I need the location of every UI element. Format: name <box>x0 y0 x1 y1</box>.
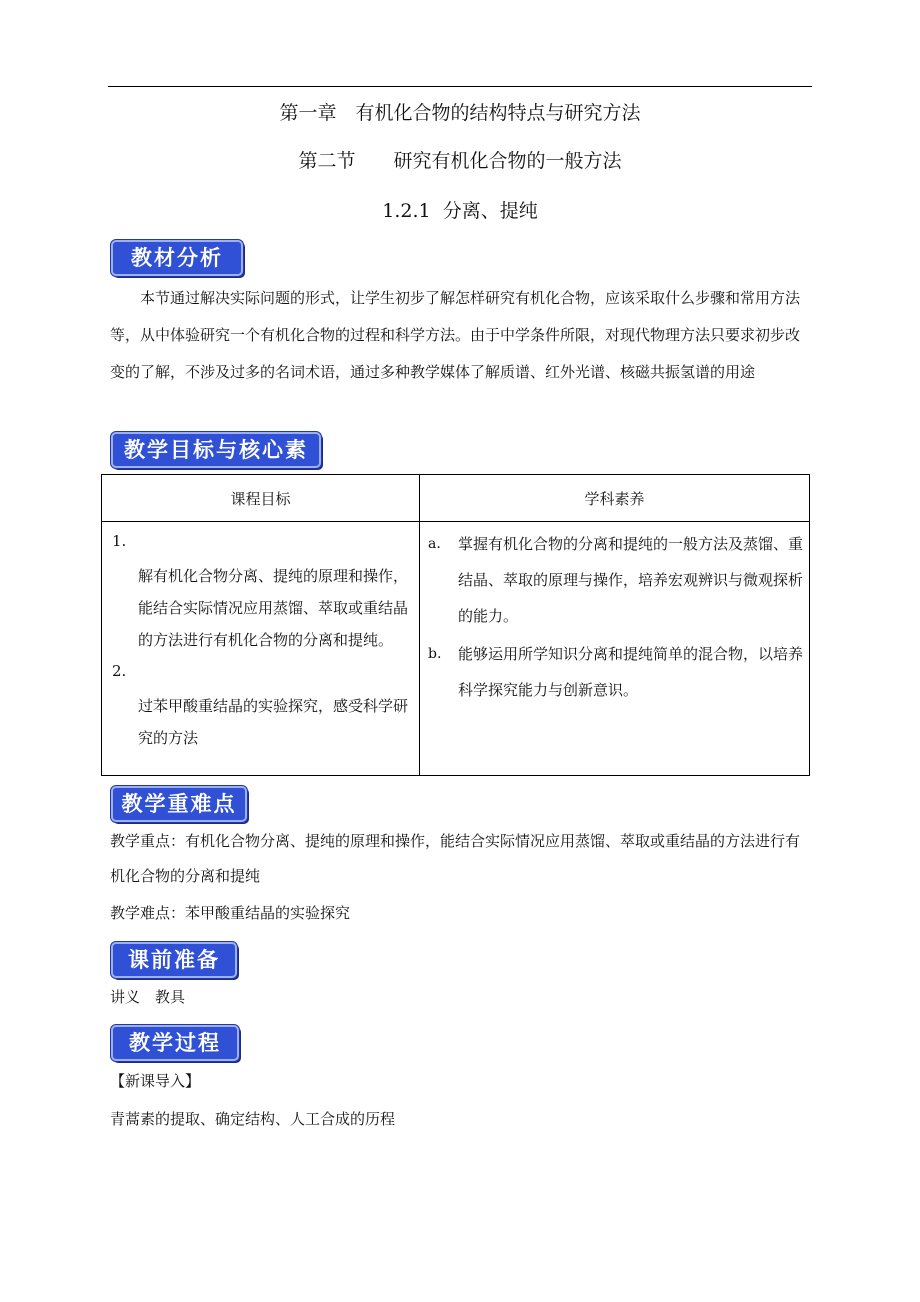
key-point-difficulty: 教学难点：苯甲酸重结晶的实验探究 <box>110 904 351 922</box>
literacy-item <box>428 636 805 708</box>
chapter-title: 第一章 有机化合物的结构特点与研究方法 <box>279 102 641 124</box>
goals-table <box>101 474 810 776</box>
section-badge-preparation: 课前准备 <box>111 942 237 978</box>
lesson-title: 1.2.1 分离、提纯 <box>382 200 538 222</box>
process-text: 青蒿素的提取、确定结构、人工合成的历程 <box>110 1110 396 1128</box>
course-goal-number: 1. <box>112 532 127 550</box>
course-goal-number: 2. <box>112 662 127 680</box>
course-goal-item <box>102 526 419 656</box>
section-badge-key-points: 教学重难点 <box>111 786 247 822</box>
course-goal-item <box>102 656 419 754</box>
course-goal-text: 过苯甲酸重结晶的实验探究，感受科学研究的方法 <box>138 697 409 747</box>
course-goal-text: 解有机化合物分离、提纯的原理和操作，能结合实际情况应用蒸馏、萃取或重结晶的方法进行有机化合物的分离和提纯。 <box>138 567 409 649</box>
literacy-cell <box>420 522 810 776</box>
table-header-row <box>102 475 810 522</box>
key-point-focus: 教学重点：有机化合物分离、提纯的原理和操作，能结合实际情况应用蒸馏、萃取或重结晶的方法进行有机化合物的分离和提纯 <box>110 832 801 885</box>
literacy-text: 能够运用所学知识分离和提纯简单的混合物，以培养科学探究能力与创新意识。 <box>458 645 804 699</box>
literacy-marker: a. <box>428 536 441 552</box>
section-badge-analysis: 教材分析 <box>111 240 243 276</box>
section-badge-goals: 教学目标与核心素养 <box>111 432 321 468</box>
literacy-marker: b. <box>428 646 442 662</box>
table-header-course-goals: 课程目标 <box>102 475 420 522</box>
process-sub-heading: 【新课导入】 <box>110 1072 201 1090</box>
preparation-text: 讲义 教具 <box>110 988 186 1006</box>
literacy-item <box>428 526 805 634</box>
course-goals-cell <box>102 522 420 776</box>
literacy-text: 掌握有机化合物的分离和提纯的一般方法及蒸馏、重结晶、萃取的原理与操作，培养宏观辨识与微观探析的能力。 <box>458 535 804 625</box>
analysis-paragraph: 本节通过解决实际问题的形式，让学生初步了解怎样研究有机化合物，应该采取什么步骤和常用方法等，从中体验研究一个有机化合物的过程和科学方法。由于中学条件所限，对现代物理方法只要求初步改变的了解，不涉及过多的名词术语，通过多种教学媒体了解质谱、红外光谱、核磁共振氢谱的用途 <box>110 289 801 381</box>
section-title: 第二节 研究有机化合物的一般方法 <box>298 150 622 172</box>
table-row <box>102 522 810 776</box>
header-rule <box>108 86 812 87</box>
table-header-literacy: 学科素养 <box>420 475 810 522</box>
section-badge-process: 教学过程 <box>111 1025 239 1061</box>
